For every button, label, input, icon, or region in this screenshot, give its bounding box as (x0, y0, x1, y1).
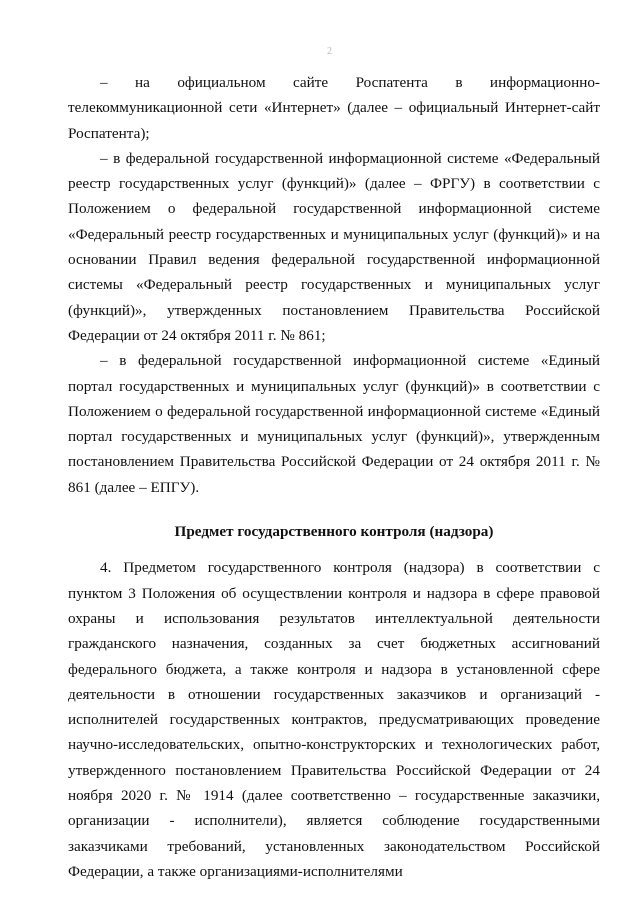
page-number: 2 (327, 46, 332, 57)
paragraph-epgu: – в федеральной государственной информационной системе «Единый портал государственных и муниципальных услуг (функций)» в соответствии с Положением о федеральной государственной информационной системе «Единый портал государственных и муниципальных услуг (функций)», утвержденным постановлением Правительства Российской Федерации от 24 октября 2011 г. № 861 (далее – ЕПГУ). (68, 352, 600, 496)
paragraph-subject-of-control: 4. Предметом государственного контроля (надзора) в соответствии с пунктом 3 Положения об осуществлении контроля и надзора в сфере правовой охраны и использования результатов интеллектуальной деятельности гражданского назначения, созданных за счет бюджетных ассигнований федерального бюджета, а также контроля и надзора в установленной сфере деятельности в отношении государственных заказчиков и организаций - исполнителей государственных контрактов, предусматривающих проведение научно-исследовательских, опытно-конструкторских и технологических работ, утвержденного постановлением Правительства Российской Федерации от 24 ноября 2020 г. № 1914 (далее соответственно – государственные заказчики, организации - исполнители), является соблюдение государственными заказчиками требований, установленных законодательством Российской Федерации, а также организациями-исполнителями (68, 559, 600, 880)
section-heading: Предмет государственного контроля (надзора) (174, 523, 494, 541)
document-body (68, 70, 600, 884)
paragraph-official-site: – на официальном сайте Роспатента в информационно-телекоммуникационной сети «Интернет» (далее – официальный Интернет-сайт Роспатента); (68, 74, 600, 142)
paragraph-frgu: – в федеральной государственной информационной системе «Федеральный реестр государственных услуг (функций)» (далее – ФРГУ) в соответствии с Положением о федеральной государственной информационной системе «Федеральный реестр государственных и муниципальных услуг (функций)» и на основании Правил ведения федеральной государственной информационной системы «Федеральный реестр государственных и муниципальных услуг (функций)», утвержденных постановлением Правительства Российской Федерации от 24 октября 2011 г. № 861; (68, 149, 600, 344)
